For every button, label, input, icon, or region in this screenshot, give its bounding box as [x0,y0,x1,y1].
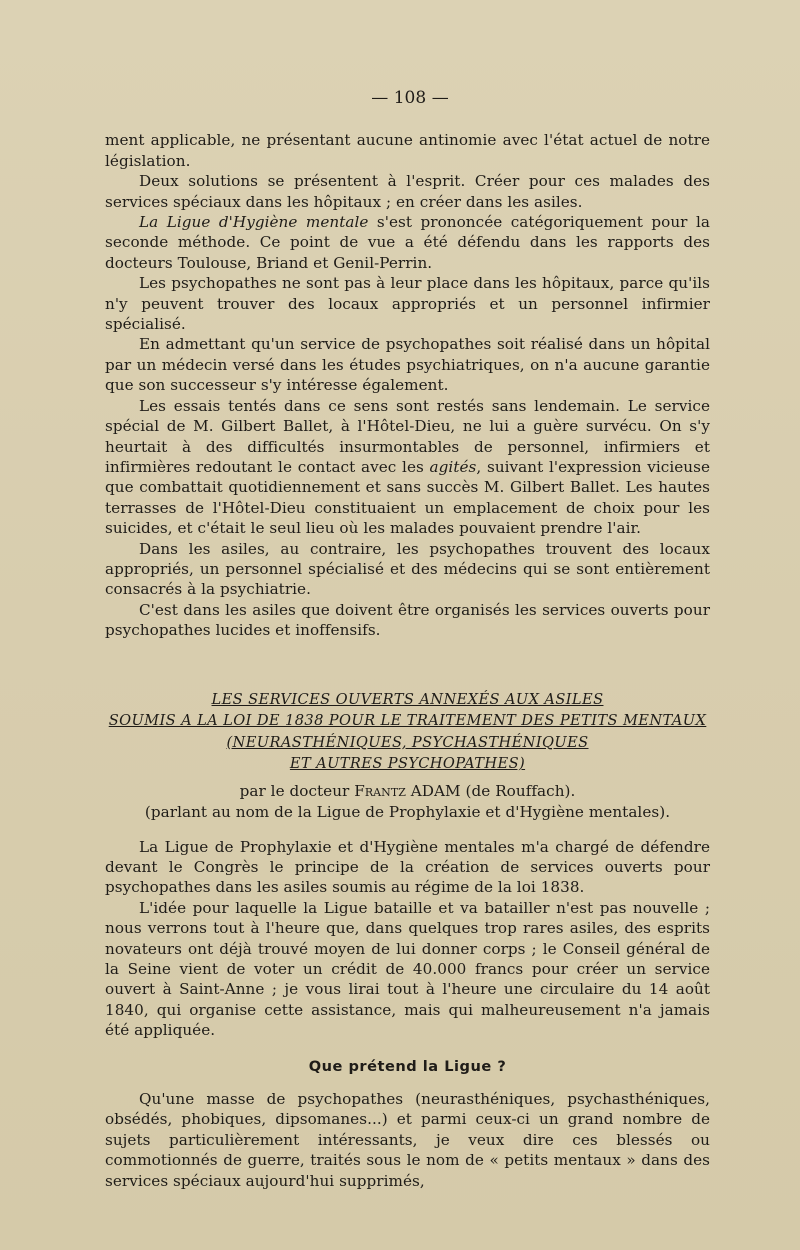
ligue-name: La Ligue d'Hygiène mentale [139,213,369,232]
title-line-4: ET AUTRES PSYCHOPATHES) [289,755,526,773]
paragraph-masse-psychopathes: Qu'une masse de psychopathes (neurasthéniques, psychasthéniques, obsédés, phobiques, dipsomanes...) et parmi ceux-ci un grand nombre de sujets particulièrement intéressants, je veux dire ces blessés ou commotionnés de guerre, traités sous le nom de « petits mentaux » dans des services spéciaux aujourd'hui supprimés, [105,1090,710,1190]
paragraph-services-ouverts: C'est dans les asiles que doivent être organisés les services ouverts pour psychopathes lucides et inoffensifs. [105,600,710,640]
section-gap [105,641,710,689]
paragraph-essais-part-b: , suivant l'expression vicieuse que combattait quotidiennement et sans succès M. Gilbert Ballet. Les hautes terrasses de l'Hôtel-Dieu constituaient un emplacement de choix pour les suicides, et c'était le seul lieu où les malades pouvaient prendre l'air. [105,457,710,538]
title-line-1: LES SERVICES OUVERTS ANNEXÉS AUX ASILES [211,690,604,708]
paragraph-two-solutions: Deux solutions se présentent à l'esprit. Créer pour ces malades des services spéciaux dans les hôpitaux ; en créer dans les asiles. [105,172,710,211]
paragraph-ligue-text: s'est prononcée catégoriquement pour la seconde méthode. Ce point de vue a été défendu dans les rapports des docteurs Toulouse, Briand et Genil-Perrin. [105,213,710,272]
paragraph-essais [105,396,710,539]
paragraph-service-hopital: En admettant qu'un service de psychopathes soit réalisé dans un hôpital par un médecin versé dans les études psychiatriques, on n'a aucune garantie que son successeur s'y intéresse également. [105,335,710,395]
author-last-name: ADAM (de Rouffach). [405,781,576,800]
author-byline [105,781,710,802]
title-line-2: SOUMIS A LA LOI DE 1838 POUR LE TRAITEMENT DES PETITS MENTAUX [108,712,707,730]
byline-prefix: par le docteur [239,781,355,800]
section-subheading: Que prétend la Ligue ? [308,1057,507,1075]
paragraph-asiles: Dans les asiles, au contraire, les psychopathes trouvent des locaux appropriés, un personnel spécialisé et des médecins qui se sont entièrement consacrés à la psychiatrie. [105,539,710,599]
author-first-name: Frantz [354,781,406,800]
paragraph-ligue [105,212,710,273]
agites-word: agités [429,457,477,476]
paragraph-essais-part-a: Les essais tentés dans ce sens sont restés sans lendemain. Le service spécial de M. Gilbert Ballet, à l'Hôtel-Dieu, ne lui a guère survécu. On s'y heurtait à des difficultés insurmontables de personnel, infirmiers et infirmières redoutant le contact avec les [105,396,710,476]
paragraph-continuation: ment applicable, ne présentant aucune antinomie avec l'état actuel de notre législation. [105,131,710,170]
page-content [105,88,710,1191]
paragraph-idee: L'idée pour laquelle la Ligue bataille et va batailler n'est pas nouvelle ; nous verrons tout à l'heure que, dans quelques trop rares asiles, des esprits novateurs ont déjà trouvé moyen de lui donner corps ; le Conseil général de la Seine vient de voter un crédit de 40.000 francs pour créer un service ouvert à Saint-Anne ; je vous lirai tout à l'heure une circulaire du 14 août 1840, qui organise cette assistance, mais qui malheureusement n'a jamais été appliquée. [105,898,710,1040]
page-number: — 108 — [371,88,449,108]
article-title [105,689,710,775]
paragraph-ligue-charge: La Ligue de Prophylaxie et d'Hygiène mentales m'a chargé de défendre devant le Congrès le principe de la création de services ouverts pour psychopathes dans les asiles soumis au régime de la loi 1838. [105,837,710,897]
paragraph-psychopathes-hopitaux: Les psychopathes ne sont pas à leur place dans les hôpitaux, parce qu'ils n'y peuvent trouver des locaux appropriés et un personnel infirmier spécialisé. [105,274,710,334]
author-affiliation: (parlant au nom de la Ligue de Prophylaxie et d'Hygiène mentales). [144,802,671,821]
title-line-3: (NEURASTHÉNIQUES, PSYCHASTHÉNIQUES [226,733,589,751]
